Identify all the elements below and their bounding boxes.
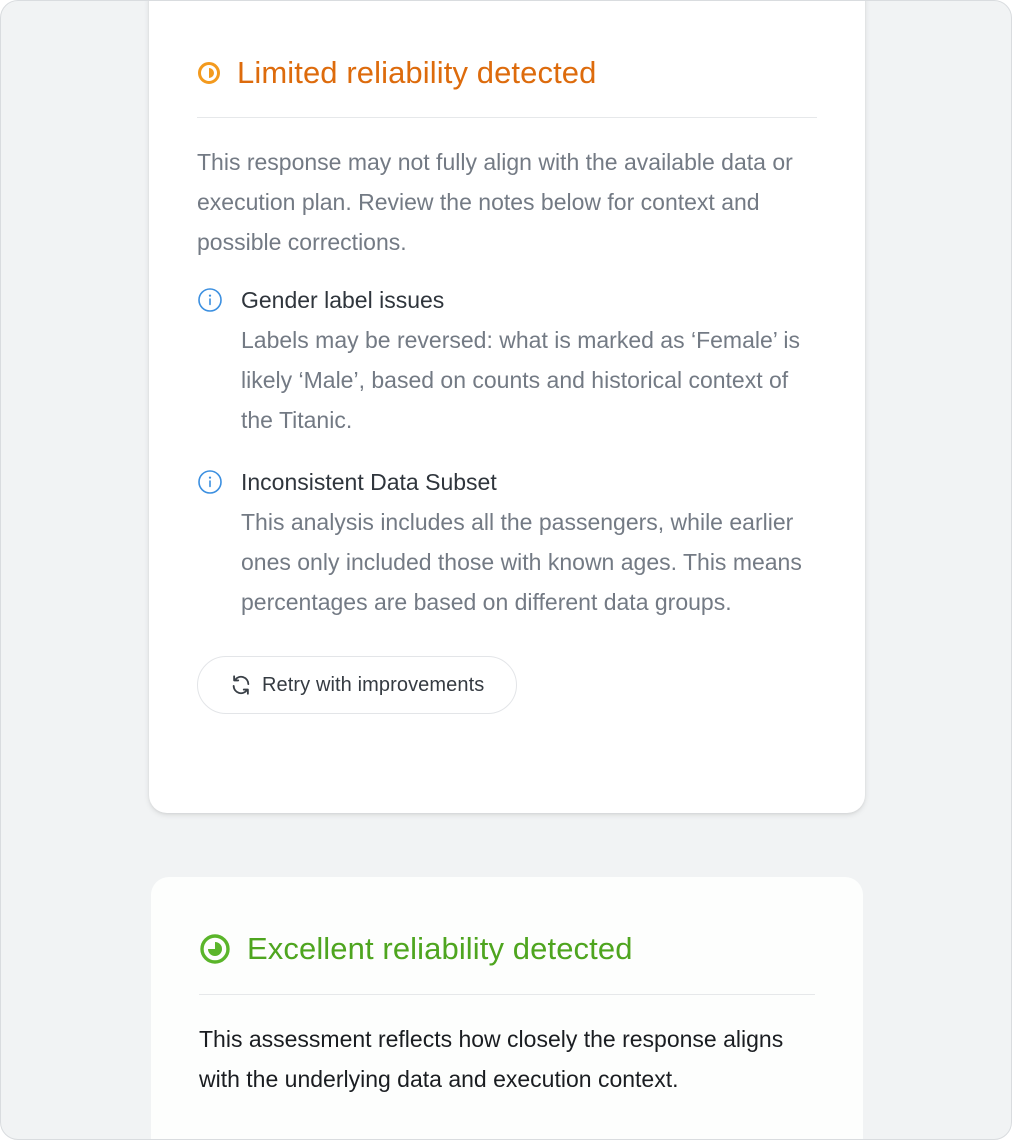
retry-button-label: Retry with improvements <box>262 673 485 696</box>
half-circle-warning-icon <box>197 61 221 85</box>
excellent-reliability-header <box>199 932 815 966</box>
refresh-icon <box>230 674 252 696</box>
note-text: This analysis includes all the passengers, while earlier ones only included those with known ages. This means percentages are based on different data groups. <box>241 509 802 615</box>
note-item-gender-label <box>197 284 817 440</box>
excellent-reliability-title: Excellent reliability detected <box>247 931 633 966</box>
info-circle-icon <box>197 469 223 495</box>
note-title: Gender label issues <box>241 287 445 313</box>
limited-reliability-intro: This response may not fully align with the available data or execution plan. Review the notes below for context and possible corrections. <box>197 149 793 255</box>
excellent-reliability-card <box>151 877 863 1140</box>
excellent-reliability-intro: This assessment reflects how closely the response aligns with the underlying data and execution context. <box>199 1026 784 1092</box>
note-text: Labels may be reversed: what is marked as ‘Female’ is likely ‘Male’, based on counts and historical context of the Titanic. <box>241 327 801 433</box>
header-divider <box>199 994 815 995</box>
note-item-data-subset <box>197 466 817 622</box>
info-circle-icon <box>197 287 223 313</box>
progress-circle-success-icon <box>199 933 231 965</box>
retry-with-improvements-button[interactable] <box>197 656 517 714</box>
limited-reliability-header <box>197 56 817 90</box>
header-divider <box>197 117 817 118</box>
limited-reliability-card <box>149 0 865 813</box>
limited-reliability-title: Limited reliability detected <box>237 55 597 90</box>
note-title: Inconsistent Data Subset <box>241 469 497 495</box>
